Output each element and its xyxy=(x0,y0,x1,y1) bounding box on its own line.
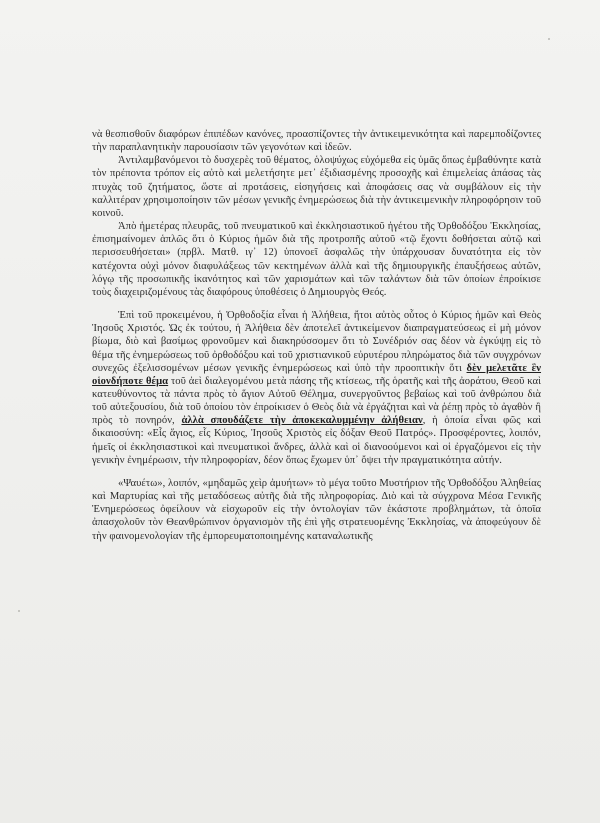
paragraph xyxy=(92,477,541,543)
underlined-emphasis: ἀλλὰ σπουδάζετε τὴν ἀποκεκαλυμμένην ἀλήθειαν xyxy=(181,415,423,427)
underlined-emphasis: δὲν μελετᾶτε ἓν οἱονδήποτε θέμα xyxy=(92,362,542,387)
document-body xyxy=(92,128,541,543)
paragraph-text: νὰ θεσπισθοῦν διαφόρων ἐπιπέδων κανόνες, προασπίζοντες τὴν ἀντικειμενικότητα καὶ παρεμποδίζοντες τὴν παραπλανητικὴν παρουσίασιν τῶν γεγονότων καὶ ἰδεῶν. xyxy=(92,129,541,154)
paragraph-text: «Ψαυέτω», λοιπόν, «μηδαμῶς χεὶρ ἀμυήτων» τὸ μέγα τοῦτο Μυστήριον τῆς Ὀρθοδόξου Ἀληθείας καὶ Μαρτυρίας καὶ τῆς μεταδόσεως αὐτῆς διὰ τῆς πληροφορίας. Διὸ καὶ τὰ σύγχρονα Μέσα Γενικῆς Ἐνημερώσεως ὀφείλουν νὰ εἰσχωροῦν εἰς τὴν ὀντολογίαν τῶν ἑκάστοτε προβλημάτων, τὰ ὁποῖα ἀπασχολοῦν τὸν Θεανθρώπινον ὀργανισμὸν τῆς ἐπὶ γῆς στρατευομένης Ἐκκλησίας, νὰ ἀποφεύγουν δὲ τὴν φαινομενολογίαν τῆς ἐμπορευματοποιημένης καταναλωτικῆς xyxy=(92,477,541,542)
paragraph xyxy=(92,128,541,154)
paragraph-text: Ἐπὶ τοῦ προκειμένου, ἡ Ὀρθοδοξία εἶναι ἡ Ἀλήθεια, ἤτοι αὐτὸς οὗτος ὁ Κύριος ἡμῶν καὶ Θεὸς Ἰησοῦς Χριστός. Ὡς ἐκ τούτου, ἡ Ἀλήθεια δὲν ἀποτελεῖ ἀντικείμενον διαπραγματεύσεως εἰ μὴ μόνον βίωμα, διὸ καὶ βασίμως φρονοῦμεν καὶ διακηρύσσομεν ὅτι τὸ Συνέδριόν σας δέον νὰ ἐγκύψῃ εἰς τὸ θέμα τῆς ἐνημερώσεως τοῦ ὀρθοδόξου καὶ τοῦ χριστιανικοῦ εὐρυτέρου πληρώματος διὰ τῶν συγχρόνων συνεχῶς ἐξελισσομένων μέσων γενικῆς ἐνημερώσεως καὶ ὑπὸ τὴν προοπτικὴν ὅτι xyxy=(92,310,541,374)
scan-speck xyxy=(548,38,550,40)
paragraph xyxy=(92,220,541,299)
paragraph xyxy=(92,154,541,220)
paragraph-text: Ἀντιλαμβανόμενοι τὸ δυσχερὲς τοῦ θέματος, ὁλοψύχως εὐχόμεθα εἰς ὑμᾶς ὅπως ἐμβαθύνητε κατὰ τὸν πρέποντα τρόπον εἰς αὐτὸ καὶ μελετήσητε μετ᾽ ἐξιδιασμένης προσοχῆς καὶ ἐπιμελείας ἁπάσας τὰς πτυχὰς τοῦ ζητήματος, ὥστε αἱ προτάσεις, εἰσηγήσεις καὶ ἀποφάσεις σας νὰ συμβάλουν εἰς τὴν καλλιτέραν χρησιμοποίησιν τῶν μέσων γενικῆς ἐνημερώσεως διὰ τὴν ἀντικειμενικὴν πληροφόρησιν τοῦ κοινοῦ. xyxy=(92,155,541,219)
scan-speck xyxy=(18,610,20,612)
paragraph-text: τοῦ ἀεὶ διαλεγομένου μετὰ πάσης τῆς κτίσεως, τῆς ὁρατῆς καὶ τῆς ἀοράτου, Θεοῦ καὶ κατευθύνοντος τὰ πάντα πρὸς τὸ ἅγιον Αὐτοῦ Θέλημα, συνεργοῦντος βεβαίως καὶ τοῦ ἀνθρώπου διὰ τοῦ αὐτεξουσίου, διὰ τοῦ ὁποίου τὸν ἐπροίκισεν ὁ Θεὸς διὰ νὰ ἐργάζηται καὶ νὰ ῥέπῃ πρὸς τὸ ἀγαθὸν ἢ πρὸς τὸ πονηρόν, xyxy=(92,375,541,427)
paragraph xyxy=(92,309,541,467)
paragraph-text: , ἡ ὁποία εἶναι φῶς καὶ δικαιοσύνη: «Εἷς ἅγιος, εἷς Κύριος, Ἰησοῦς Χριστὸς εἰς δόξαν Θεοῦ Πατρός». Προσφέροντες, λοιπόν, ἡμεῖς οἱ ἐκκλησιαστικοὶ καὶ πνευματικοὶ ἄνδρες, ἀλλὰ καὶ οἱ διανοούμενοι καὶ οἱ ἐργαζόμενοι εἰς τὴν γενικὴν ἐνημέρωσιν, τὴν πληροφορίαν, δέον ὅπως ἔχωμεν ὑπ᾽ ὄψει τὴν πραγματικότητα αὐτήν. xyxy=(92,415,542,466)
paragraph-text: Ἀπὸ ἡμετέρας πλευρᾶς, τοῦ πνευματικοῦ καὶ ἐκκλησιαστικοῦ ἡγέτου τῆς Ὀρθοδόξου Ἐκκλησίας, ἐπισημαίνομεν ἁπλῶς ὅτι ὁ Κύριος ἡμῶν διὰ τῆς προτροπῆς αὐτοῦ «τῷ ἔχοντι δοθήσεται αὐτῷ καὶ περισσευθήσεται» (πρβλ. Ματθ. ιγ᾽ 12) ὑπονοεῖ ἀσφαλῶς τὴν ὑπάρχουσαν δυνατότητα εἰς τὸν κατέχοντα οὐχὶ μόνον διαφυλάξεως τῶν κεκτημένων ἀλλὰ καὶ τῆς δημιουργικῆς ἐπαυξήσεως αὐτῶν, λόγῳ τῆς προσωπικῆς ἱκανότητος καὶ τῶν χαρισμάτων καὶ τῶν ταλάντων διὰ τῶν ὁποίων ἐπροίκισε τοὺς διαχειριζομένους τὰς διαφόρους ὑποθέσεις ὁ Δημιουργὸς Θεός. xyxy=(92,221,541,298)
